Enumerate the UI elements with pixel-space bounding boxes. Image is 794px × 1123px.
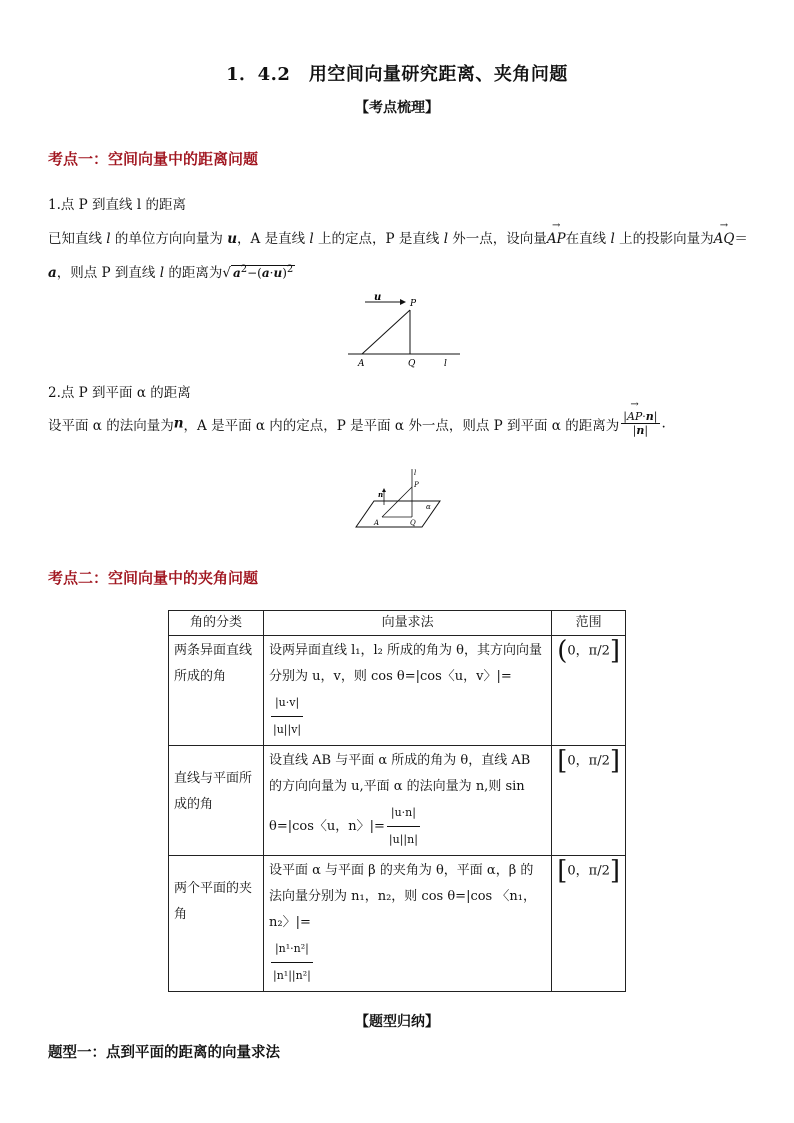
fig1-q-label: Q [408,359,416,369]
fig1-l-label: l [444,359,447,369]
table-cell-range: [0，π/2] [552,746,626,856]
type1-heading: 题型一：点到平面的距离的向量求法 [48,1044,280,1061]
kd1-line2: a，则点 P 到直线 l 的距离为√ $a^2-(a\cdot u)^2$ [48,264,294,281]
table-header: 角的分类 [169,611,264,636]
fig2-n-label: n [378,490,384,499]
table-cell-range: [0，π/2] [552,856,626,992]
fig2-l-label: l [414,469,417,477]
table-row [169,746,626,856]
kd1-line1: 已知直线 l 的单位方向向量为 u，A 是直线 l 上的定点，P 是直线 l 外一点，设向量→ AP在直线 l 上的投影向量为→ AQ＝ [48,227,754,247]
table-cell-method: 设两异面直线 l₁，l₂ 所成的角为 θ，其方向向量分别为 u，v，则 cos θ=|cos〈u，v〉|= $\frac{|u\cdot v|}{|u||v|}$ [264,636,552,746]
page-title: 1．4.2 用空间向量研究距离、夹角问题 [226,64,568,85]
table-row [169,856,626,992]
kd1-heading: 考点一：空间向量中的距离问题 [48,150,259,168]
kd2-heading: 考点二：空间向量中的夹角问题 [48,569,259,587]
table-cell-method: 设平面 α 与平面 β 的夹角为 θ，平面 α，β 的法向量分别为 n₁，n₂，则 cos θ=|cos 〈n₁，n₂〉|= $\frac{\text{|n¹·n²|}}{\text{|n¹||n²|}}$ [264,856,552,992]
distance-to-plane-figure [352,465,444,533]
fig2-a-label: A [374,519,380,527]
table-header: 范围 [552,611,626,636]
fig1-a-label: A [358,359,365,369]
kd1-sub1: 1.点 P 到直线 l 的距离 [48,197,186,213]
fig1-u-label: u [374,292,382,303]
distance-to-line-figure [340,288,470,372]
section-types: 【题型归纳】 [355,1014,439,1030]
table-cell-category: 两个平面的夹角 [169,856,264,992]
section-review: 【考点梳理】 [355,100,439,116]
fig1-p-label: P [410,299,417,309]
table-cell-range: (0，π/2] [552,636,626,746]
angle-table [168,610,626,992]
kd1-line3: 设平面 α 的法向量为n，A 是平面 α 内的定点，P 是平面 α 外一点，则点 P 到平面 α 的距离为 $\frac{|\to AP\cdot n|}{|n|}$ . [48,410,754,437]
table-cell-category: 直线与平面所成的角 [169,746,264,856]
fig2-alpha-label: α [426,503,431,511]
table-header: 向量求法 [264,611,552,636]
kd1-sub2: 2.点 P 到平面 α 的距离 [48,385,191,401]
fig2-p-label: P [414,481,419,489]
table-header-row [169,611,626,636]
table-cell-method: 设直线 AB 与平面 α 所成的角为 θ，直线 AB 的方向向量为 u,平面 α 的法向量为 n,则 sin θ=|cos〈u，n〉|= $\frac{|u\cdot n|}{|u||n|}$ [264,746,552,856]
table-row [169,636,626,746]
table-cell-category: 两条异面直线所成的角 [169,636,264,746]
fig2-q-label: Q [410,519,416,527]
